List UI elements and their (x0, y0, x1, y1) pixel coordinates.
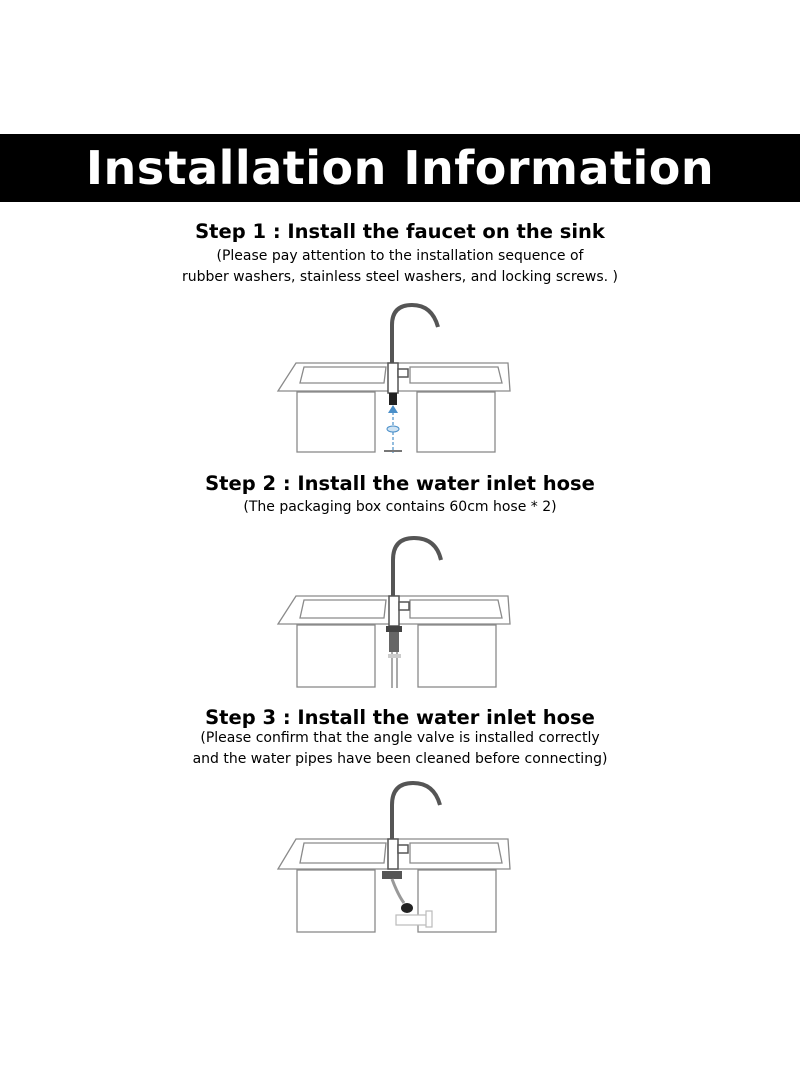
step-2-note-line-1: (The packaging box contains 60cm hose * 2) (243, 499, 557, 515)
faucet-icon (389, 538, 441, 626)
washer-parts-icon (384, 393, 402, 453)
inlet-hose-icon (386, 626, 402, 688)
faucet-icon (388, 783, 440, 869)
step-2-note (0, 497, 800, 518)
page-title: Installation Information (85, 141, 715, 195)
step-1-note (0, 246, 800, 288)
step-3-note-line-1: (Please confirm that the angle valve is installed correctly (200, 730, 600, 746)
step-3-title: Step 3 : Install the water inlet hose (205, 706, 595, 729)
step-3-note (0, 728, 800, 770)
step-2-illustration (0, 530, 800, 695)
title-banner (0, 134, 800, 202)
faucet-icon (388, 305, 438, 393)
step-3-note-line-2: and the water pipes have been cleaned before connecting) (192, 751, 608, 767)
angle-valve-icon (382, 871, 432, 927)
step-3-illustration (0, 775, 800, 940)
step-2-title: Step 2 : Install the water inlet hose (205, 472, 595, 495)
step-1-note-line-2: rubber washers, stainless steel washers, and locking screws. ) (181, 269, 619, 285)
step-1-note-line-1: (Please pay attention to the installation sequence of (216, 248, 584, 264)
step-1-title: Step 1 : Install the faucet on the sink (195, 220, 605, 243)
step-1-illustration (0, 295, 800, 465)
